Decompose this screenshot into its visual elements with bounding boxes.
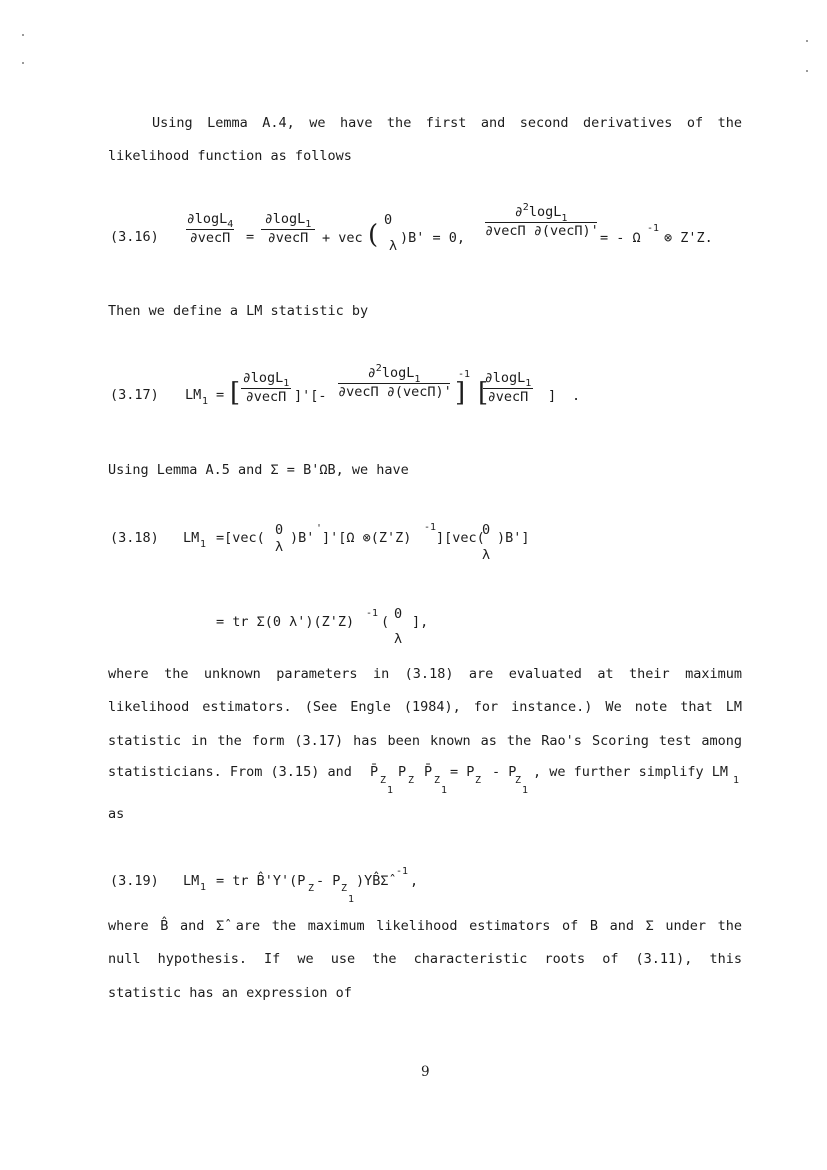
- fraction: [483, 372, 533, 404]
- scan-speck: [806, 40, 808, 42]
- text-line: Using Lemma A.4, we have the first and second derivatives of the: [152, 115, 742, 131]
- subscript: Z: [515, 775, 522, 786]
- equation-text: - P: [316, 873, 341, 889]
- equation-text: = tr B̂'Y'(P: [216, 873, 306, 889]
- numerator: ∂logL: [484, 370, 526, 386]
- numerator: ∂logL: [242, 370, 284, 386]
- equation-number: (3.18): [110, 530, 159, 546]
- subscript: 1: [561, 213, 568, 224]
- matrix-entry: λ: [482, 547, 491, 563]
- superscript: 2: [375, 363, 382, 374]
- intro-paragraph: [108, 115, 742, 182]
- subscript: 1: [348, 894, 355, 905]
- closing-paragraph: [108, 918, 742, 1018]
- text-fragment: statisticians. From (3.15) and: [108, 764, 360, 780]
- text-fragment: = P: [450, 764, 475, 780]
- subscript: 1: [283, 378, 290, 389]
- equation-text: )B': [290, 530, 315, 546]
- fraction: [338, 363, 452, 400]
- subscript: 1: [414, 374, 421, 385]
- equation-text: ,: [410, 873, 419, 889]
- text-line: Using Lemma A.5 and Σ = B'ΩB, we have: [108, 462, 409, 478]
- denominator: ∂vecΠ: [487, 388, 529, 405]
- text-line: likelihood estimators. (See Engle (1984), for instance.) We note that LM: [108, 699, 742, 716]
- math-symbol: P̄: [424, 764, 433, 780]
- superscript: -1: [647, 223, 660, 234]
- equals-sign: =: [216, 387, 225, 403]
- text-line: statistic has an expression of: [108, 984, 352, 1001]
- superscript: ': [316, 523, 323, 534]
- subscript: Z: [380, 775, 387, 786]
- close-bracket: ]: [548, 388, 557, 404]
- text-line: Then we define a LM statistic by: [108, 303, 369, 319]
- lm-symbol: LM: [183, 873, 200, 889]
- equals-sign: =: [246, 229, 255, 245]
- equation-text: )B']: [497, 530, 530, 546]
- text-line: where B̂ and Σ̂ are the maximum likelihood estimators of B and Σ under the: [108, 918, 742, 934]
- subscript: 1: [200, 882, 207, 893]
- vec-operator: + vec: [322, 230, 363, 246]
- subscript: 4: [227, 219, 234, 230]
- equation-number: (3.17): [110, 387, 159, 403]
- scan-speck: [806, 70, 808, 72]
- superscript: -1: [396, 866, 409, 877]
- superscript: 2: [522, 202, 529, 213]
- equation-number: (3.19): [110, 873, 159, 889]
- fraction: [261, 213, 315, 245]
- text-line: as: [108, 806, 125, 822]
- superscript: -1: [366, 608, 379, 619]
- subscript: 1: [202, 396, 209, 407]
- scan-speck: [22, 34, 24, 36]
- open-bracket: [: [478, 378, 489, 408]
- period: .: [572, 388, 581, 404]
- page-number: 9: [421, 1064, 430, 1080]
- equation-text: = tr Σ(0 λ')(Z'Z): [216, 614, 355, 630]
- subscript: 1: [522, 785, 529, 796]
- denominator: ∂vecΠ: [245, 388, 287, 405]
- equation-text: ][vec(: [436, 530, 485, 546]
- numerator: logL: [381, 365, 415, 381]
- numerator: ∂logL: [186, 211, 228, 227]
- subscript: 1: [305, 219, 312, 230]
- lm-symbol: LM: [183, 530, 200, 546]
- close-bracket: ]: [455, 378, 466, 408]
- equation-text: =[vec(: [216, 530, 265, 546]
- equation-text: ],: [412, 614, 429, 630]
- matrix-entry: λ: [394, 631, 403, 647]
- scan-speck: [22, 62, 24, 64]
- subscript: Z: [408, 775, 415, 786]
- numerator: logL: [528, 204, 562, 220]
- subscript: 1: [441, 785, 448, 796]
- equation-text: )B' = 0,: [400, 230, 466, 246]
- equation-text: )YB̂Σ̂: [356, 873, 389, 889]
- equation-text: ]'[Ω ⊗(Z'Z): [322, 530, 412, 546]
- numerator: ∂: [367, 365, 376, 381]
- open-paren: (: [381, 614, 390, 630]
- subscript: 1: [387, 785, 394, 796]
- fraction: [186, 213, 234, 245]
- text-line: statistic in the form (3.17) has been known as the Rao's Scoring test among: [108, 732, 742, 749]
- text-line: where the unknown parameters in (3.18) are evaluated at their maximum: [108, 666, 742, 682]
- subscript: Z: [341, 883, 348, 894]
- denominator: ∂vecΠ: [189, 229, 231, 246]
- open-bracket: [: [230, 378, 241, 408]
- body-paragraph: [108, 666, 742, 766]
- superscript: -1: [458, 369, 471, 380]
- matrix-entry: 0: [482, 522, 491, 538]
- equation-text: = - Ω: [600, 230, 641, 246]
- numerator: ∂logL: [264, 211, 306, 227]
- matrix-entry: 0: [275, 522, 284, 538]
- equation-text: ]'[-: [294, 388, 327, 404]
- denominator: ∂vecΠ ∂(vecΠ)': [338, 383, 452, 400]
- equation-text: ⊗ Z'Z.: [664, 230, 713, 246]
- text-fragment: , we further simplify LM: [533, 764, 729, 780]
- equation-number: (3.16): [110, 229, 159, 245]
- math-symbol: P̄: [370, 764, 379, 780]
- open-paren: (: [368, 220, 379, 250]
- math-symbol: P: [398, 764, 407, 780]
- fraction: [485, 202, 599, 239]
- subscript: Z: [475, 775, 482, 786]
- superscript: -1: [424, 522, 437, 533]
- matrix-entry: λ: [389, 238, 398, 254]
- denominator: ∂vecΠ ∂(vecΠ)': [485, 222, 599, 239]
- text-line: null hypothesis. If we use the characteristic roots of (3.11), this: [108, 951, 742, 968]
- lm-symbol: LM: [185, 387, 202, 403]
- subscript: 1: [525, 378, 532, 389]
- matrix-entry: λ: [275, 539, 284, 555]
- denominator: ∂vecΠ: [267, 229, 309, 246]
- numerator: ∂: [514, 204, 523, 220]
- fraction: [241, 372, 291, 404]
- subscript: 1: [733, 775, 740, 786]
- subscript: Z: [308, 883, 315, 894]
- subscript: Z: [434, 775, 441, 786]
- subscript: 1: [200, 539, 207, 550]
- text-fragment: - P: [492, 764, 517, 780]
- matrix-entry: 0: [394, 606, 403, 622]
- text-line: likelihood function as follows: [108, 148, 352, 165]
- matrix-entry: 0: [384, 212, 393, 228]
